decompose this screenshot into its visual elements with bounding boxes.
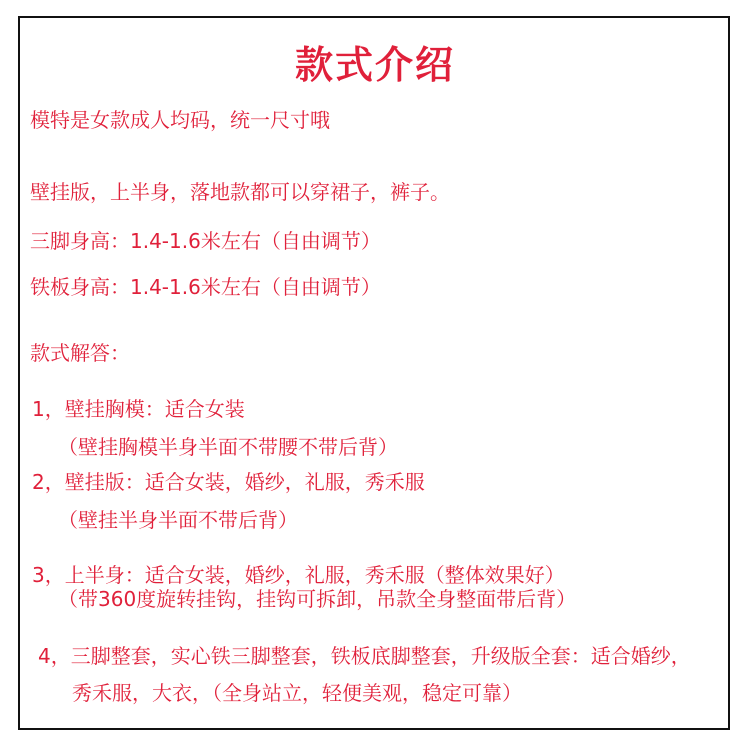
answer-item-3-detail: （带360度旋转挂钩，挂钩可拆卸，吊款全身整面带后背） bbox=[58, 587, 577, 611]
answer-item-4-detail: 秀禾服，大衣，（全身站立，轻便美观，稳定可靠） bbox=[72, 681, 522, 705]
answer-item-2-title: 2，壁挂版：适合女装，婚纱，礼服，秀禾服 bbox=[32, 470, 425, 494]
answer-item-4-title: 4，三脚整套，实心铁三脚整套，铁板底脚整套，升级版全套：适合婚纱， bbox=[38, 644, 691, 668]
skirt-compatibility-note: 壁挂版，上半身，落地款都可以穿裙子，裤子。 bbox=[30, 180, 450, 204]
answer-item-3-title: 3，上半身：适合女装，婚纱，礼服，秀禾服（整体效果好） bbox=[32, 563, 565, 587]
tripod-height-note: 三脚身高：1.4-1.6米左右（自由调节） bbox=[30, 229, 381, 253]
model-size-note: 模特是女款成人均码，统一尺寸哦 bbox=[30, 108, 330, 132]
answer-item-1-title: 1，壁挂胸模：适合女装 bbox=[32, 397, 245, 421]
answer-item-2-detail: （壁挂半身半面不带后背） bbox=[58, 508, 298, 532]
answer-item-1-detail: （壁挂胸模半身半面不带腰不带后背） bbox=[58, 435, 398, 459]
plate-height-note: 铁板身高：1.4-1.6米左右（自由调节） bbox=[30, 275, 381, 299]
page-title: 款式介绍 bbox=[294, 43, 455, 87]
answers-heading: 款式解答： bbox=[30, 341, 130, 365]
